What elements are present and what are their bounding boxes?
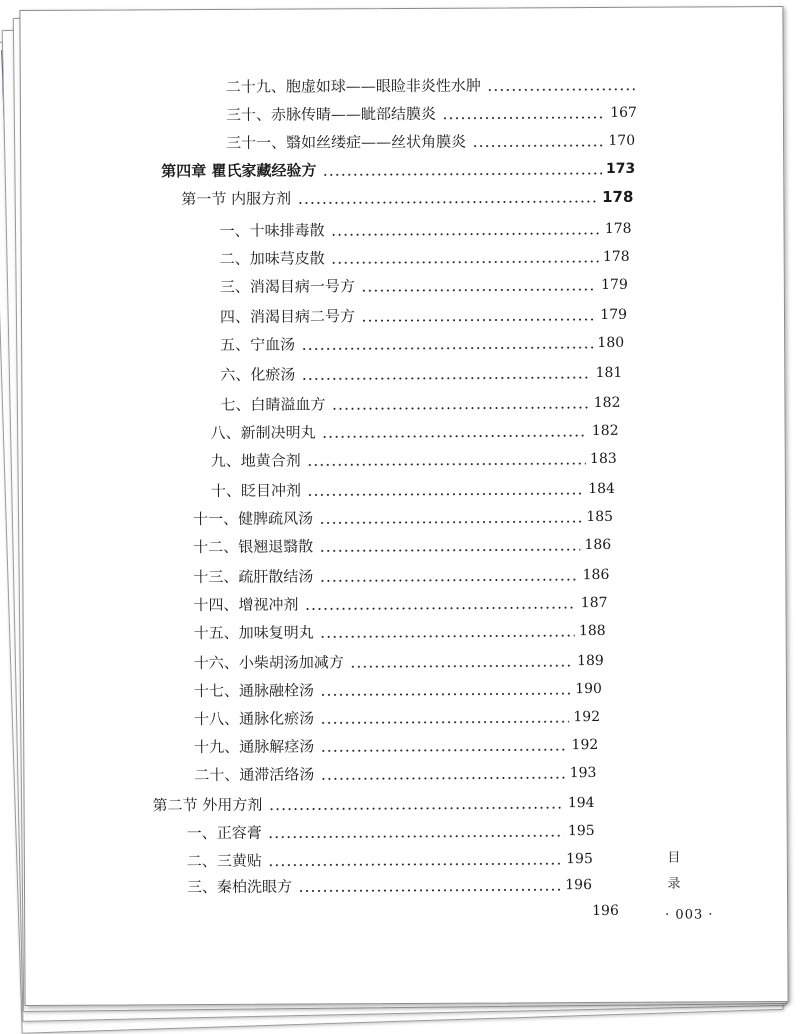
toc-leader-dots bbox=[320, 692, 571, 696]
toc-entry bbox=[193, 506, 613, 530]
toc-leader-dots bbox=[361, 318, 596, 322]
toc-page-number: 184 bbox=[588, 480, 615, 498]
toc-entry bbox=[211, 420, 619, 444]
toc-page-number: 194 bbox=[567, 795, 595, 812]
toc-page-number: 195 bbox=[566, 851, 593, 868]
toc-entry bbox=[193, 592, 607, 616]
toc-leader-dots bbox=[307, 462, 586, 466]
toc-page-number: 187 bbox=[580, 594, 608, 612]
toc-leader-dots bbox=[268, 834, 564, 839]
toc-entry-title: 第二节 外用方剂 bbox=[152, 795, 263, 815]
toc-page-number: 192 bbox=[573, 708, 601, 726]
toc-leader-dots bbox=[331, 232, 601, 236]
toc-page bbox=[19, 6, 788, 1006]
toc-entry bbox=[220, 392, 620, 416]
toc-page-number: 167 bbox=[610, 104, 637, 121]
toc-leader-dots bbox=[320, 634, 575, 638]
footer-page-number: · 003 · bbox=[665, 907, 714, 923]
toc-entry-title: 八、新制决明丸 bbox=[210, 423, 316, 443]
toc-page-number: 182 bbox=[593, 394, 621, 412]
toc-leader-dots bbox=[472, 144, 604, 148]
toc-leader-dots bbox=[297, 200, 598, 205]
toc-page-number: 179 bbox=[600, 306, 628, 323]
toc-entry-title: 十四、增视冲剂 bbox=[193, 595, 299, 615]
toc-entry bbox=[219, 218, 631, 242]
toc-leader-dots bbox=[320, 776, 565, 780]
toc-leader-dots bbox=[350, 664, 573, 668]
toc-leader-dots bbox=[322, 434, 588, 438]
toc-entry bbox=[187, 820, 595, 844]
toc-page-number: 195 bbox=[567, 823, 595, 840]
toc-entry bbox=[194, 762, 596, 786]
toc-leader-dots bbox=[331, 260, 599, 264]
toc-section-entry bbox=[181, 186, 633, 210]
toc-page-number: 186 bbox=[582, 566, 610, 584]
toc-leader-dots bbox=[331, 406, 589, 410]
toc-chapter-entry bbox=[161, 158, 635, 182]
toc-page-number: 182 bbox=[591, 422, 619, 440]
toc-entry bbox=[194, 734, 598, 758]
toc-page-number: 189 bbox=[577, 652, 604, 670]
toc-entry-title: 第四章 瞿氏家藏经验方 bbox=[161, 161, 317, 181]
toc-entry-title: 一、正容膏 bbox=[186, 823, 262, 843]
toc-page-number: 178 bbox=[602, 248, 630, 265]
toc-page-number: 196 bbox=[565, 877, 593, 894]
toc-page-number: 179 bbox=[601, 276, 628, 293]
toc-page-number: 190 bbox=[575, 680, 603, 698]
toc-entry bbox=[187, 848, 593, 872]
toc-entry bbox=[220, 246, 630, 270]
toc-leader-dots bbox=[298, 888, 561, 892]
toc-leader-dots bbox=[320, 748, 567, 752]
toc-entry-title: 十七、通脉融栓汤 bbox=[193, 681, 315, 701]
toc-entry bbox=[220, 362, 622, 386]
trailing-page-number-row bbox=[592, 900, 619, 922]
toc-entry-title: 二十九、胞虚如球——眼睑非炎性水肿 bbox=[225, 76, 481, 96]
toc-entry bbox=[193, 564, 609, 588]
toc-leader-dots bbox=[442, 116, 606, 120]
toc-page-number: 192 bbox=[571, 736, 599, 754]
toc-page-number: 185 bbox=[586, 508, 614, 526]
toc-entry bbox=[226, 74, 639, 98]
toc-page-number: 188 bbox=[578, 622, 606, 640]
toc-page-number: 173 bbox=[605, 160, 636, 177]
toc-leader-dots bbox=[361, 288, 597, 292]
toc-leader-dots bbox=[319, 578, 578, 582]
toc-entry bbox=[226, 102, 637, 126]
toc-entry-title: 二、加味芎皮散 bbox=[219, 249, 325, 268]
toc-page-number: 181 bbox=[595, 364, 623, 381]
toc-page-number: 186 bbox=[584, 536, 612, 554]
toc-entry-title: 十一、健脾疏风汤 bbox=[193, 509, 314, 529]
toc-section-entry bbox=[153, 792, 595, 816]
toc-entry bbox=[194, 706, 600, 730]
toc-entry-title: 九、地黄合剂 bbox=[210, 451, 301, 471]
toc-entry-title: 十三、疏肝散结汤 bbox=[193, 567, 314, 587]
toc-entry-title: 十六、小柴胡汤加减方 bbox=[193, 653, 344, 673]
toc-leader-dots bbox=[319, 548, 580, 552]
toc-entry-title: 四、消渴目病二号方 bbox=[219, 307, 356, 326]
toc-entry-title: 三、消渴目病一号方 bbox=[219, 277, 355, 296]
toc-entry-title: 第一节 内服方剂 bbox=[181, 189, 292, 209]
toc-page-number: 183 bbox=[589, 450, 617, 468]
toc-entry-title: 七、白睛溢血方 bbox=[220, 395, 326, 414]
toc-leader-dots bbox=[268, 862, 562, 867]
toc-entry-title: 十八、通脉化瘀汤 bbox=[194, 709, 315, 729]
toc-page-number: 178 bbox=[604, 220, 632, 237]
toc-entry bbox=[211, 448, 617, 472]
toc-entry bbox=[220, 274, 628, 298]
toc-entry bbox=[193, 534, 611, 558]
toc-leader-dots bbox=[307, 492, 584, 496]
toc-entry bbox=[187, 874, 592, 898]
toc-entry-title: 一、十味排毒散 bbox=[219, 221, 325, 240]
toc-entry-title: 二、三黄贴 bbox=[186, 851, 262, 871]
toc-leader-dots bbox=[320, 720, 569, 724]
toc-entry bbox=[220, 332, 624, 356]
toc-entry bbox=[226, 130, 635, 154]
toc-entry-title: 三、秦柏洗眼方 bbox=[186, 877, 293, 897]
toc-leader-dots bbox=[301, 376, 591, 381]
toc-leader-dots bbox=[301, 346, 593, 351]
toc-leader-dots bbox=[322, 172, 602, 176]
toc-entry bbox=[194, 678, 602, 702]
toc-page-number: 178 bbox=[602, 187, 634, 206]
toc-entry-title: 六、化瘀汤 bbox=[220, 365, 296, 384]
toc-page-number: 193 bbox=[569, 764, 597, 782]
toc-page-number: 170 bbox=[608, 132, 636, 149]
toc-entry-title: 三十、赤脉传睛——眦部结膜炎 bbox=[225, 104, 437, 124]
toc-page-number: 196 bbox=[592, 902, 619, 920]
toc-entry-title: 十二、银翘退翳散 bbox=[193, 537, 314, 557]
toc-entry bbox=[194, 650, 604, 674]
toc-entry-title: 十、眨目冲剂 bbox=[210, 481, 301, 501]
toc-entry-title: 二十、通滞活络汤 bbox=[194, 765, 315, 785]
toc-entry-title: 十九、通脉解痉汤 bbox=[194, 737, 315, 757]
toc-page-number: 180 bbox=[597, 334, 625, 351]
toc-entry-title: 十五、加味复明丸 bbox=[193, 623, 314, 643]
toc-leader-dots bbox=[487, 88, 635, 92]
toc-leader-dots bbox=[319, 520, 582, 524]
toc-entry bbox=[220, 304, 627, 328]
toc-entry bbox=[211, 478, 615, 502]
toc-entry bbox=[194, 620, 606, 644]
toc-entry-title: 五、宁血汤 bbox=[220, 335, 296, 354]
toc-leader-dots bbox=[268, 806, 563, 811]
toc-entry-title: 三十一、翳如丝缕症——丝状角膜炎 bbox=[226, 132, 467, 152]
toc-leader-dots bbox=[305, 606, 577, 610]
running-head-contents: 目 录 bbox=[667, 850, 681, 892]
